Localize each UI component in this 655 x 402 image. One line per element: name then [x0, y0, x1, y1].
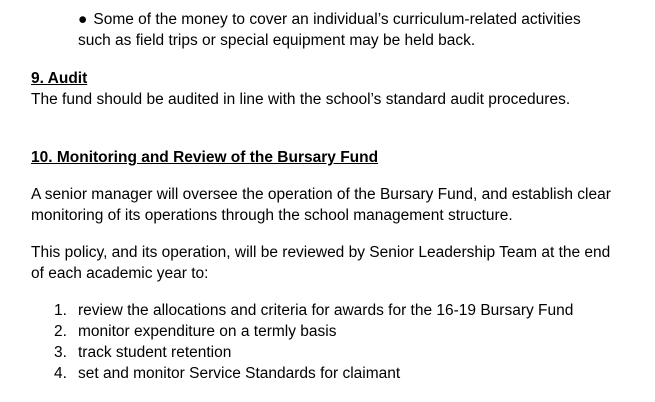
bullet-icon: ● [78, 11, 88, 28]
section-10-para2-line2: of each academic year to: [31, 265, 209, 282]
section-10-para1-line2: monitoring of its operations through the school management structure. [31, 207, 513, 224]
section-10-para2-line1: This policy, and its operation, will be reviewed by Senior Leadership Team at the end [31, 244, 611, 261]
list-text: monitor expenditure on a termly basis [78, 323, 337, 340]
bullet-text-line2: such as field trips or special equipment may be held back. [78, 32, 476, 49]
section-9-heading: 9. Audit [31, 70, 88, 87]
section-9-body: The fund should be audited in line with the school’s standard audit procedures. [31, 91, 571, 108]
list-text: track student retention [78, 344, 232, 361]
bullet-item [78, 9, 581, 30]
list-text: review the allocations and criteria for awards for the 16-19 Bursary Fund [78, 302, 574, 319]
list-number: 1. [54, 302, 67, 319]
list-text: set and monitor Service Standards for claimant [78, 365, 401, 382]
bullet-text-line1: Some of the money to cover an individual’s curriculum-related activities [93, 11, 581, 28]
list-number: 4. [54, 365, 67, 382]
list-number: 3. [54, 344, 67, 361]
section-10-para1-line1: A senior manager will oversee the operation of the Bursary Fund, and establish clear [31, 186, 611, 203]
section-10-heading: 10. Monitoring and Review of the Bursary Fund [31, 149, 379, 166]
list-number: 2. [54, 323, 67, 340]
